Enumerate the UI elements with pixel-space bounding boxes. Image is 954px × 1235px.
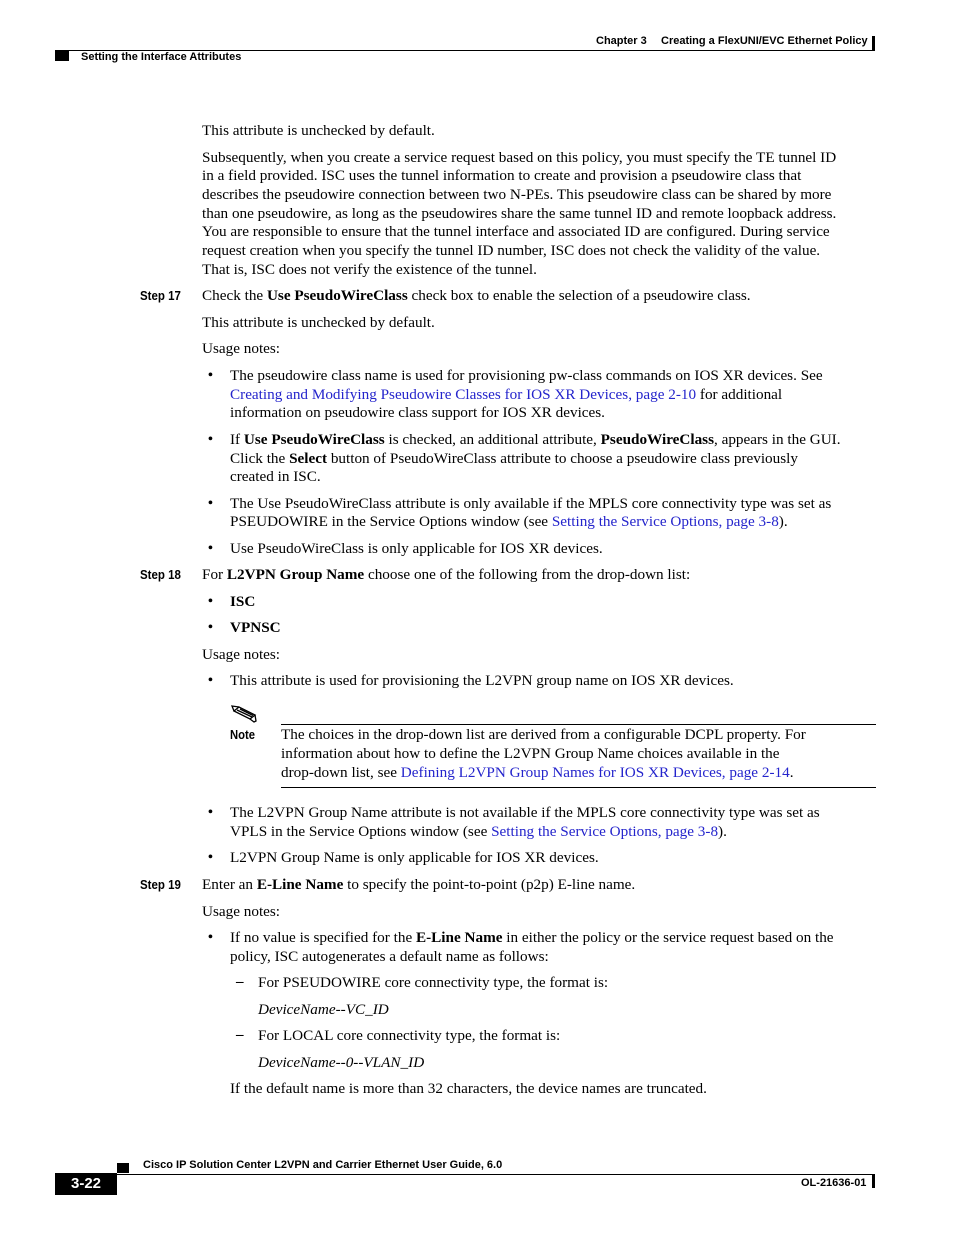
format-pseudowire-value: DeviceName--VC_ID	[258, 1001, 389, 1018]
truncation-note: If the default name is more than 32 characters, the device names are truncated.	[230, 1080, 707, 1097]
dash-icon: –	[236, 1027, 244, 1043]
step-19-text: Enter an E-Line Name to specify the point-to-point (p2p) E-line name.	[202, 876, 636, 893]
note-line-1: The choices in the drop-down list are derived from a configurable DCPL property. For	[281, 726, 806, 743]
format-local-value: DeviceName--0--VLAN_ID	[258, 1054, 425, 1071]
footer-rule	[117, 1174, 875, 1175]
step-17-text: Check the Use PseudoWireClass check box to enable the selection of a pseudowire class.	[202, 287, 751, 304]
footer-doc-id: OL-21636-01	[801, 1177, 867, 1189]
option-isc: ISC	[230, 593, 256, 610]
note-top-rule	[281, 724, 876, 725]
page-number: 3-22	[55, 1173, 117, 1195]
step-17-bullet-3: The Use PseudoWireClass attribute is only available if the MPLS core connectivity type was set as	[230, 495, 832, 512]
note-line-2: information about how to define the L2VPN Group Name choices available in the	[281, 745, 780, 762]
bullet-icon: •	[208, 620, 213, 635]
step-19-label: Step 19	[140, 878, 181, 892]
paragraph-unchecked-default: This attribute is unchecked by default.	[202, 122, 435, 139]
bullet-icon: •	[208, 594, 213, 609]
note-line-3: drop-down list, see Defining L2VPN Group Names for IOS XR Devices, page 2-14.	[281, 764, 794, 781]
header-chapter: Chapter 3	[596, 35, 647, 47]
link-pseudowire-classes[interactable]: Creating and Modifying Pseudowire Classes for IOS XR Devices, page 2-10	[230, 386, 697, 403]
bullet-icon: •	[208, 805, 213, 820]
step-17-bullet-4: Use PseudoWireClass is only applicable for IOS XR devices.	[230, 540, 603, 557]
link-l2vpn-group-names[interactable]: Defining L2VPN Group Names for IOS XR Devices, page 2-14	[400, 764, 790, 781]
step-18-text: For L2VPN Group Name choose one of the following from the drop-down list:	[202, 566, 691, 583]
step-17-bullet-2: If Use PseudoWireClass is checked, an additional attribute, PseudoWireClass, appears in the GUI.	[230, 431, 841, 448]
bullet-icon: •	[208, 930, 213, 945]
link-service-options-2[interactable]: Setting the Service Options, page 3-8	[491, 823, 719, 840]
link-service-options[interactable]: Setting the Service Options, page 3-8	[551, 513, 779, 530]
bullet-icon: •	[208, 496, 213, 511]
bullet-icon: •	[208, 673, 213, 688]
step-18-label: Step 18	[140, 568, 181, 582]
step-19-bullet-1: If no value is specified for the E-Line Name in either the policy or the service request based on the	[230, 929, 834, 946]
note-bottom-rule	[281, 787, 876, 788]
step-19-usage-notes: Usage notes:	[202, 903, 281, 920]
footer-book-title: Cisco IP Solution Center L2VPN and Carrier Ethernet User Guide, 6.0	[143, 1159, 503, 1171]
step-17-default: This attribute is unchecked by default.	[202, 314, 435, 331]
header-section: Setting the Interface Attributes	[81, 51, 242, 63]
pencil-icon	[230, 702, 260, 724]
step-17-usage-notes: Usage notes:	[202, 340, 281, 357]
bullet-icon: •	[208, 541, 213, 556]
step-17-bullet-1: The pseudowire class name is used for provisioning pw-class commands on IOS XR devices. See	[230, 367, 823, 384]
footer-right-bar	[872, 1175, 875, 1188]
format-pseudowire: For PSEUDOWIRE core connectivity type, the format is:	[258, 974, 609, 991]
step-17-label: Step 17	[140, 289, 181, 303]
option-vpnsc: VPNSC	[230, 619, 281, 636]
note-label: Note	[230, 728, 256, 742]
dash-icon: –	[236, 974, 244, 990]
footer-left-block	[117, 1163, 129, 1173]
format-local: For LOCAL core connectivity type, the format is:	[258, 1027, 561, 1044]
bullet-icon: •	[208, 850, 213, 865]
bullet-icon: •	[208, 368, 213, 383]
header-chapter-title: Creating a FlexUNI/EVC Ethernet Policy	[661, 35, 868, 47]
bullet-icon: •	[208, 432, 213, 447]
step-18-usage-notes: Usage notes:	[202, 646, 281, 663]
step-18-bullet-3: L2VPN Group Name is only applicable for IOS XR devices.	[230, 849, 599, 866]
step-18-bullet-2: The L2VPN Group Name attribute is not available if the MPLS core connectivity type was set as	[230, 804, 820, 821]
header-right-bar	[872, 36, 875, 51]
header-left-block	[55, 51, 69, 61]
step-18-bullet-1: This attribute is used for provisioning the L2VPN group name on IOS XR devices.	[230, 672, 734, 689]
